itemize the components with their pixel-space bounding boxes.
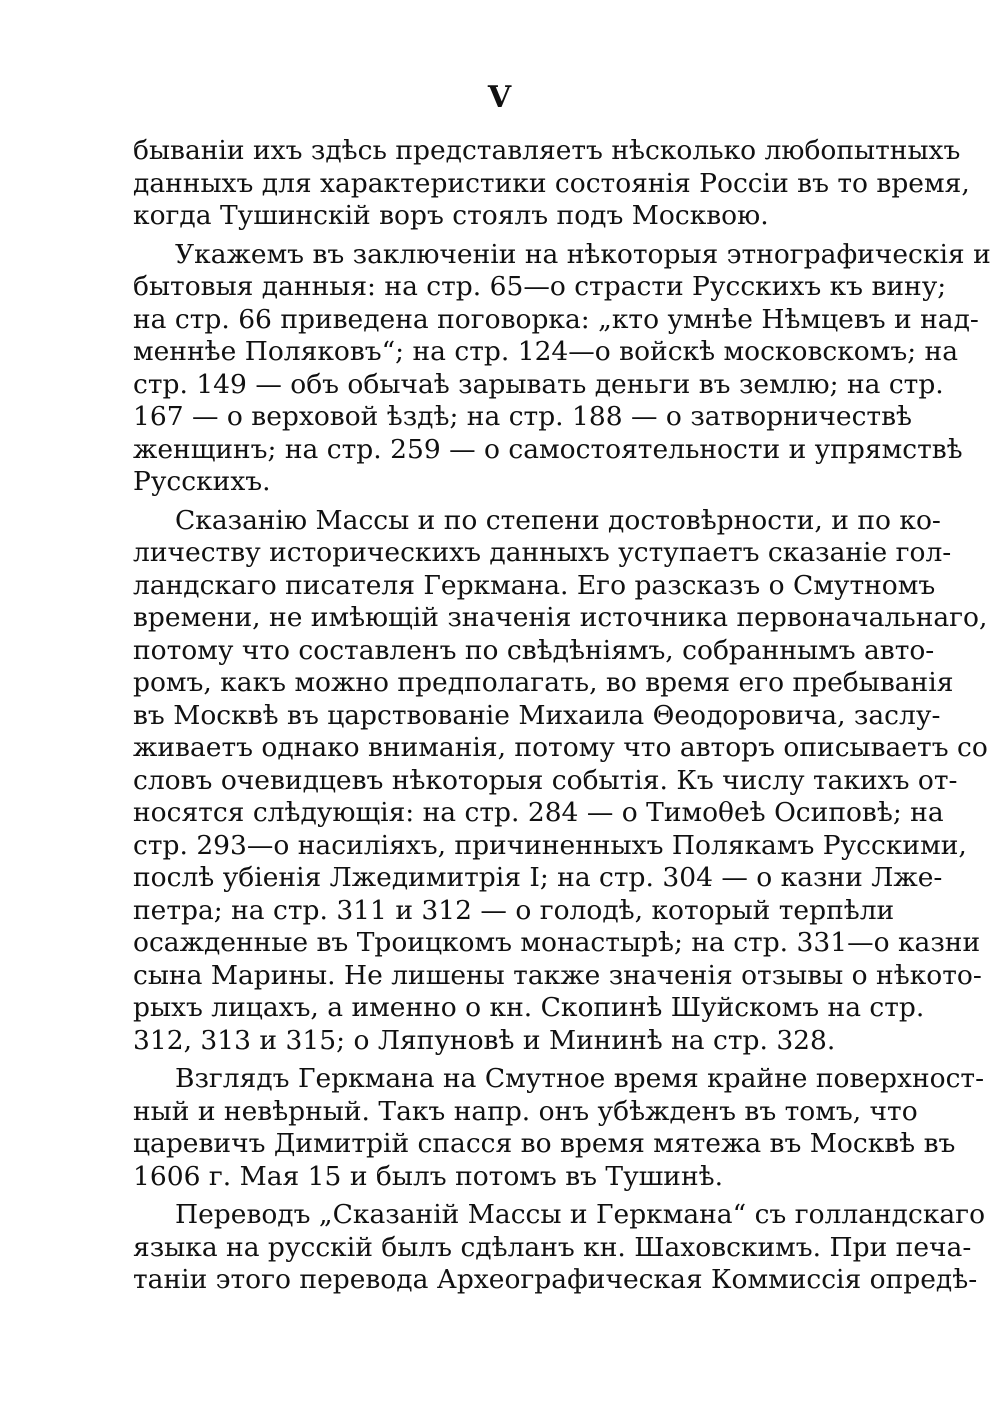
paragraph-5 [133,1199,986,1297]
page-number: V [487,80,513,115]
text-line: меннѣе Поляковъ“; на стр. 124—о войскѣ московскомъ; на [133,336,959,367]
paragraph-4 [133,1063,985,1193]
text-line: потому что составленъ по свѣдѣнiямъ, собраннымъ авто- [133,634,935,666]
text-line: танiи этого перевода Археографическая Коммиссiя опредѣ- [133,1264,978,1295]
text-line: сына Марины. Не лишены также значенiя отзывы о нѣкото- [133,959,982,991]
text-line: въ Москвѣ въ царствованiе Михаила Θеодоровича, заслу- [133,699,941,731]
text-line: ромъ, какъ можно предполагать, во время его пребыванiя [133,667,954,698]
text-line: быванiи ихъ здѣсь представляетъ нѣсколько любопытныхъ [133,135,961,166]
text-line: стр. 293—о насилiяхъ, причиненныхъ Полякамъ Русскими, [133,829,967,861]
text-line: Русскихъ. [133,466,271,497]
text-line: послѣ убiенiя Лжедимитрiя I; на стр. 304 — о казни Лже- [133,862,943,893]
text-line: ный и невѣрный. Такъ напр. онъ убѣжденъ въ томъ, что [133,1095,918,1127]
text-line: носятся слѣдующiя: на стр. 284 — о Тимоθеѣ Осиповѣ; на [133,797,944,828]
paragraph-2 [133,238,991,499]
text-line: стр. 149 — объ обычаѣ зарывать деньги въ землю; на стр. [133,368,944,400]
text-line: 1606 г. Мая 15 и былъ потомъ въ Тушинѣ. [133,1160,724,1192]
text-line: данныхъ для характеристики состоянiя Россiи въ то время, [133,167,970,199]
paragraph-3 [133,504,988,1058]
text-line: царевичъ Димитрiй спасся во время мятежа въ Москвѣ въ [133,1128,956,1159]
text-line: женщинъ; на стр. 259 — о самостоятельности и упрямствѣ [133,433,963,465]
text-line: на стр. 66 приведена поговорка: „кто умнѣе Нѣмцевъ и над- [133,303,979,335]
text-line: бытовыя данныя: на стр. 65—о страсти Русскихъ къ вину; [133,271,947,302]
text-line: Взглядъ Геркмана на Смутное время крайне поверхност- [175,1063,985,1094]
text-line: личеству историческихъ данныхъ уступаетъ сказанiе гол- [133,537,952,568]
text-line: осажденные въ Троицкомъ монастырѣ; на стр. 331—о казни [133,927,981,958]
text-line: петра; на стр. 311 и 312 — о голодѣ, который терпѣли [133,894,895,926]
text-line: живаетъ однако вниманiя, потому что авторъ описываетъ со [133,732,988,763]
text-line: языка на русскiй былъ сдѣланъ кн. Шаховскимъ. При печа- [133,1231,972,1263]
paragraph-1 [133,135,970,233]
text-line: когда Тушинскiй воръ стоялъ подъ Москвою. [133,200,769,231]
text-line: Сказанiю Массы и по степени достовѣрности, и по ко- [175,504,941,536]
text-line: времени, не имѣющiй значенiя источника первоначальнаго, [133,602,988,633]
text-line: рыхъ лицахъ, а именно о кн. Скопинѣ Шуйскомъ на стр. [133,992,925,1023]
text-line: словъ очевидцевъ нѣкоторыя событiя. Къ числу такихъ от- [133,764,958,796]
body-text [133,135,991,1303]
text-line: 312, 313 и 315; о Ляпуновѣ и Мининѣ на стр. 328. [133,1024,836,1056]
text-line: Переводъ „Сказанiй Массы и Геркмана“ съ голландскаго [175,1199,986,1230]
text-line: ландскаго писателя Геркмана. Его разсказъ о Смутномъ [133,569,936,601]
text-line: 167 — о верховой ѣздѣ; на стр. 188 — о затворничествѣ [133,401,912,432]
text-line: Укажемъ въ заключенiи на нѣкоторыя этнографическiя и [175,238,991,270]
